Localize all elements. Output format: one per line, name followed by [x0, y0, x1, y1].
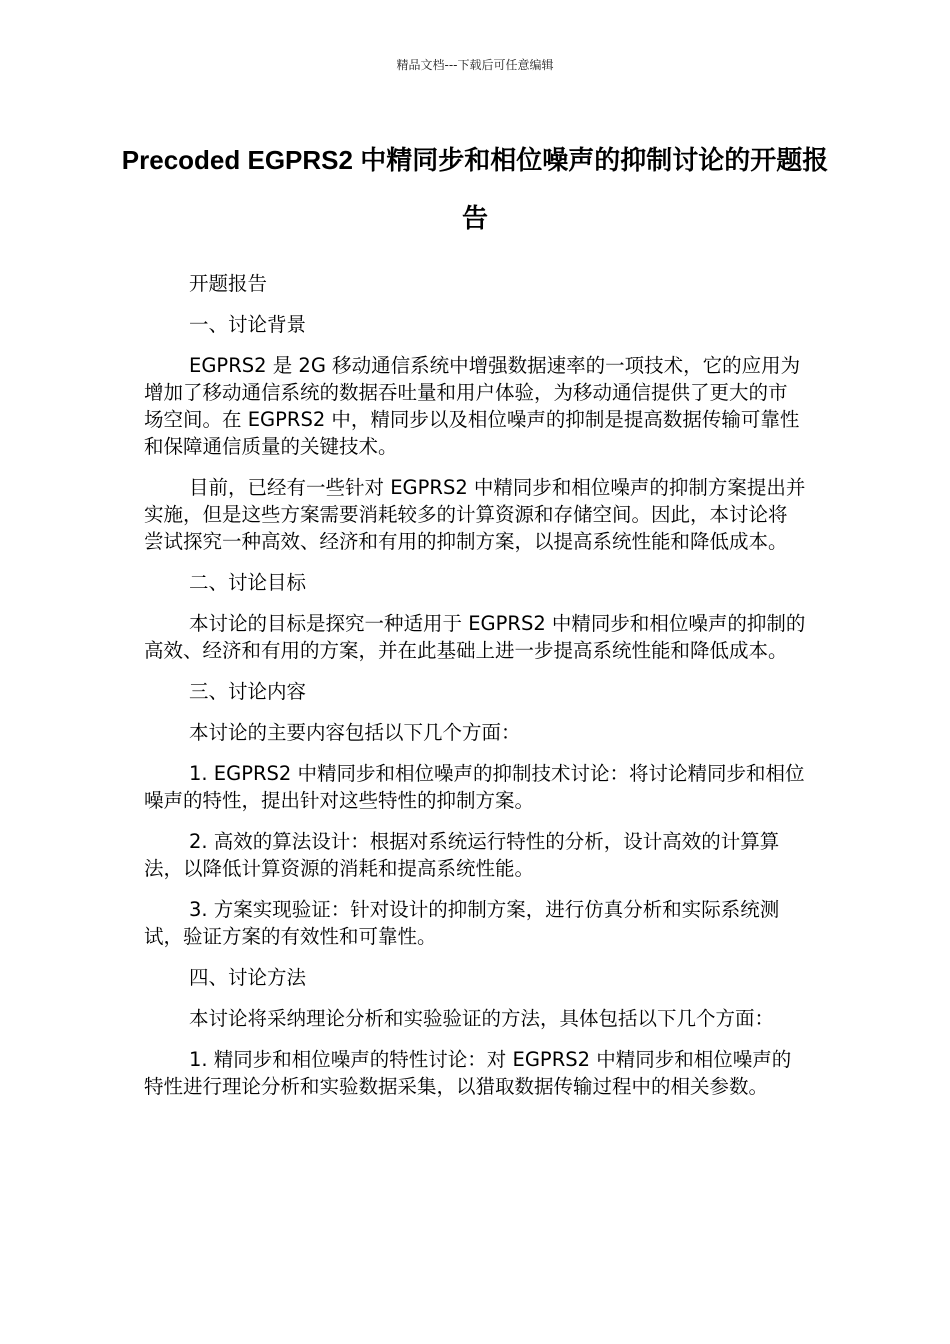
- list-item: 1. 精同步和相位噪声的特性讨论：对 EGPRS2 中精同步和相位噪声的特性进行理论分析和实验数据采集，以猎取数据传输过程中的相关参数。: [144, 1048, 792, 1098]
- paragraph: 本讨论的目标是探究一种适用于 EGPRS2 中精同步和相位噪声的抑制的高效、经济和有用的方案，并在此基础上进一步提高系统性能和降低成本。: [144, 612, 806, 662]
- section-heading-background: 一、讨论背景: [189, 313, 307, 336]
- section-heading-content: 三、讨论内容: [189, 680, 307, 703]
- list-item: 2. 高效的算法设计：根据对系统运行特性的分析，设计高效的计算算法，以降低计算资源的消耗和提高系统性能。: [144, 830, 780, 880]
- document-title: Precoded EGPRS2 中精同步和相位噪声的抑制讨论的开题报告: [121, 145, 829, 233]
- page-header-note: 精品文档---下载后可任意编辑: [396, 58, 554, 72]
- paragraph: 本讨论的主要内容包括以下几个方面：: [189, 721, 521, 744]
- section-heading-goals: 二、讨论目标: [189, 571, 307, 594]
- section-heading-report: 开题报告: [189, 272, 268, 295]
- paragraph: 目前，已经有一些针对 EGPRS2 中精同步和相位噪声的抑制方案提出并实施，但是这些方案需要消耗较多的计算资源和存储空间。因此，本讨论将尝试探究一种高效、经济和有用的抑制方案，以提高系统性能和降低成本。: [144, 476, 806, 553]
- list-item: 3. 方案实现验证：针对设计的抑制方案，进行仿真分析和实际系统测试，验证方案的有效性和可靠性。: [144, 898, 780, 948]
- document-body: [144, 270, 806, 1114]
- list-item: 1. EGPRS2 中精同步和相位噪声的抑制技术讨论：将讨论精同步和相位噪声的特性，提出针对这些特性的抑制方案。: [144, 762, 805, 812]
- paragraph: 本讨论将采纳理论分析和实验验证的方法，具体包括以下几个方面：: [189, 1007, 775, 1030]
- paragraph: EGPRS2 是 2G 移动通信系统中增强数据速率的一项技术，它的应用为增加了移动通信系统的数据吞吐量和用户体验，为移动通信提供了更大的市场空间。在 EGPRS2 中，精同步以及相位噪声的抑制是提高数据传输可靠性和保障通信质量的关键技术。: [144, 354, 801, 458]
- section-heading-methods: 四、讨论方法: [189, 966, 307, 989]
